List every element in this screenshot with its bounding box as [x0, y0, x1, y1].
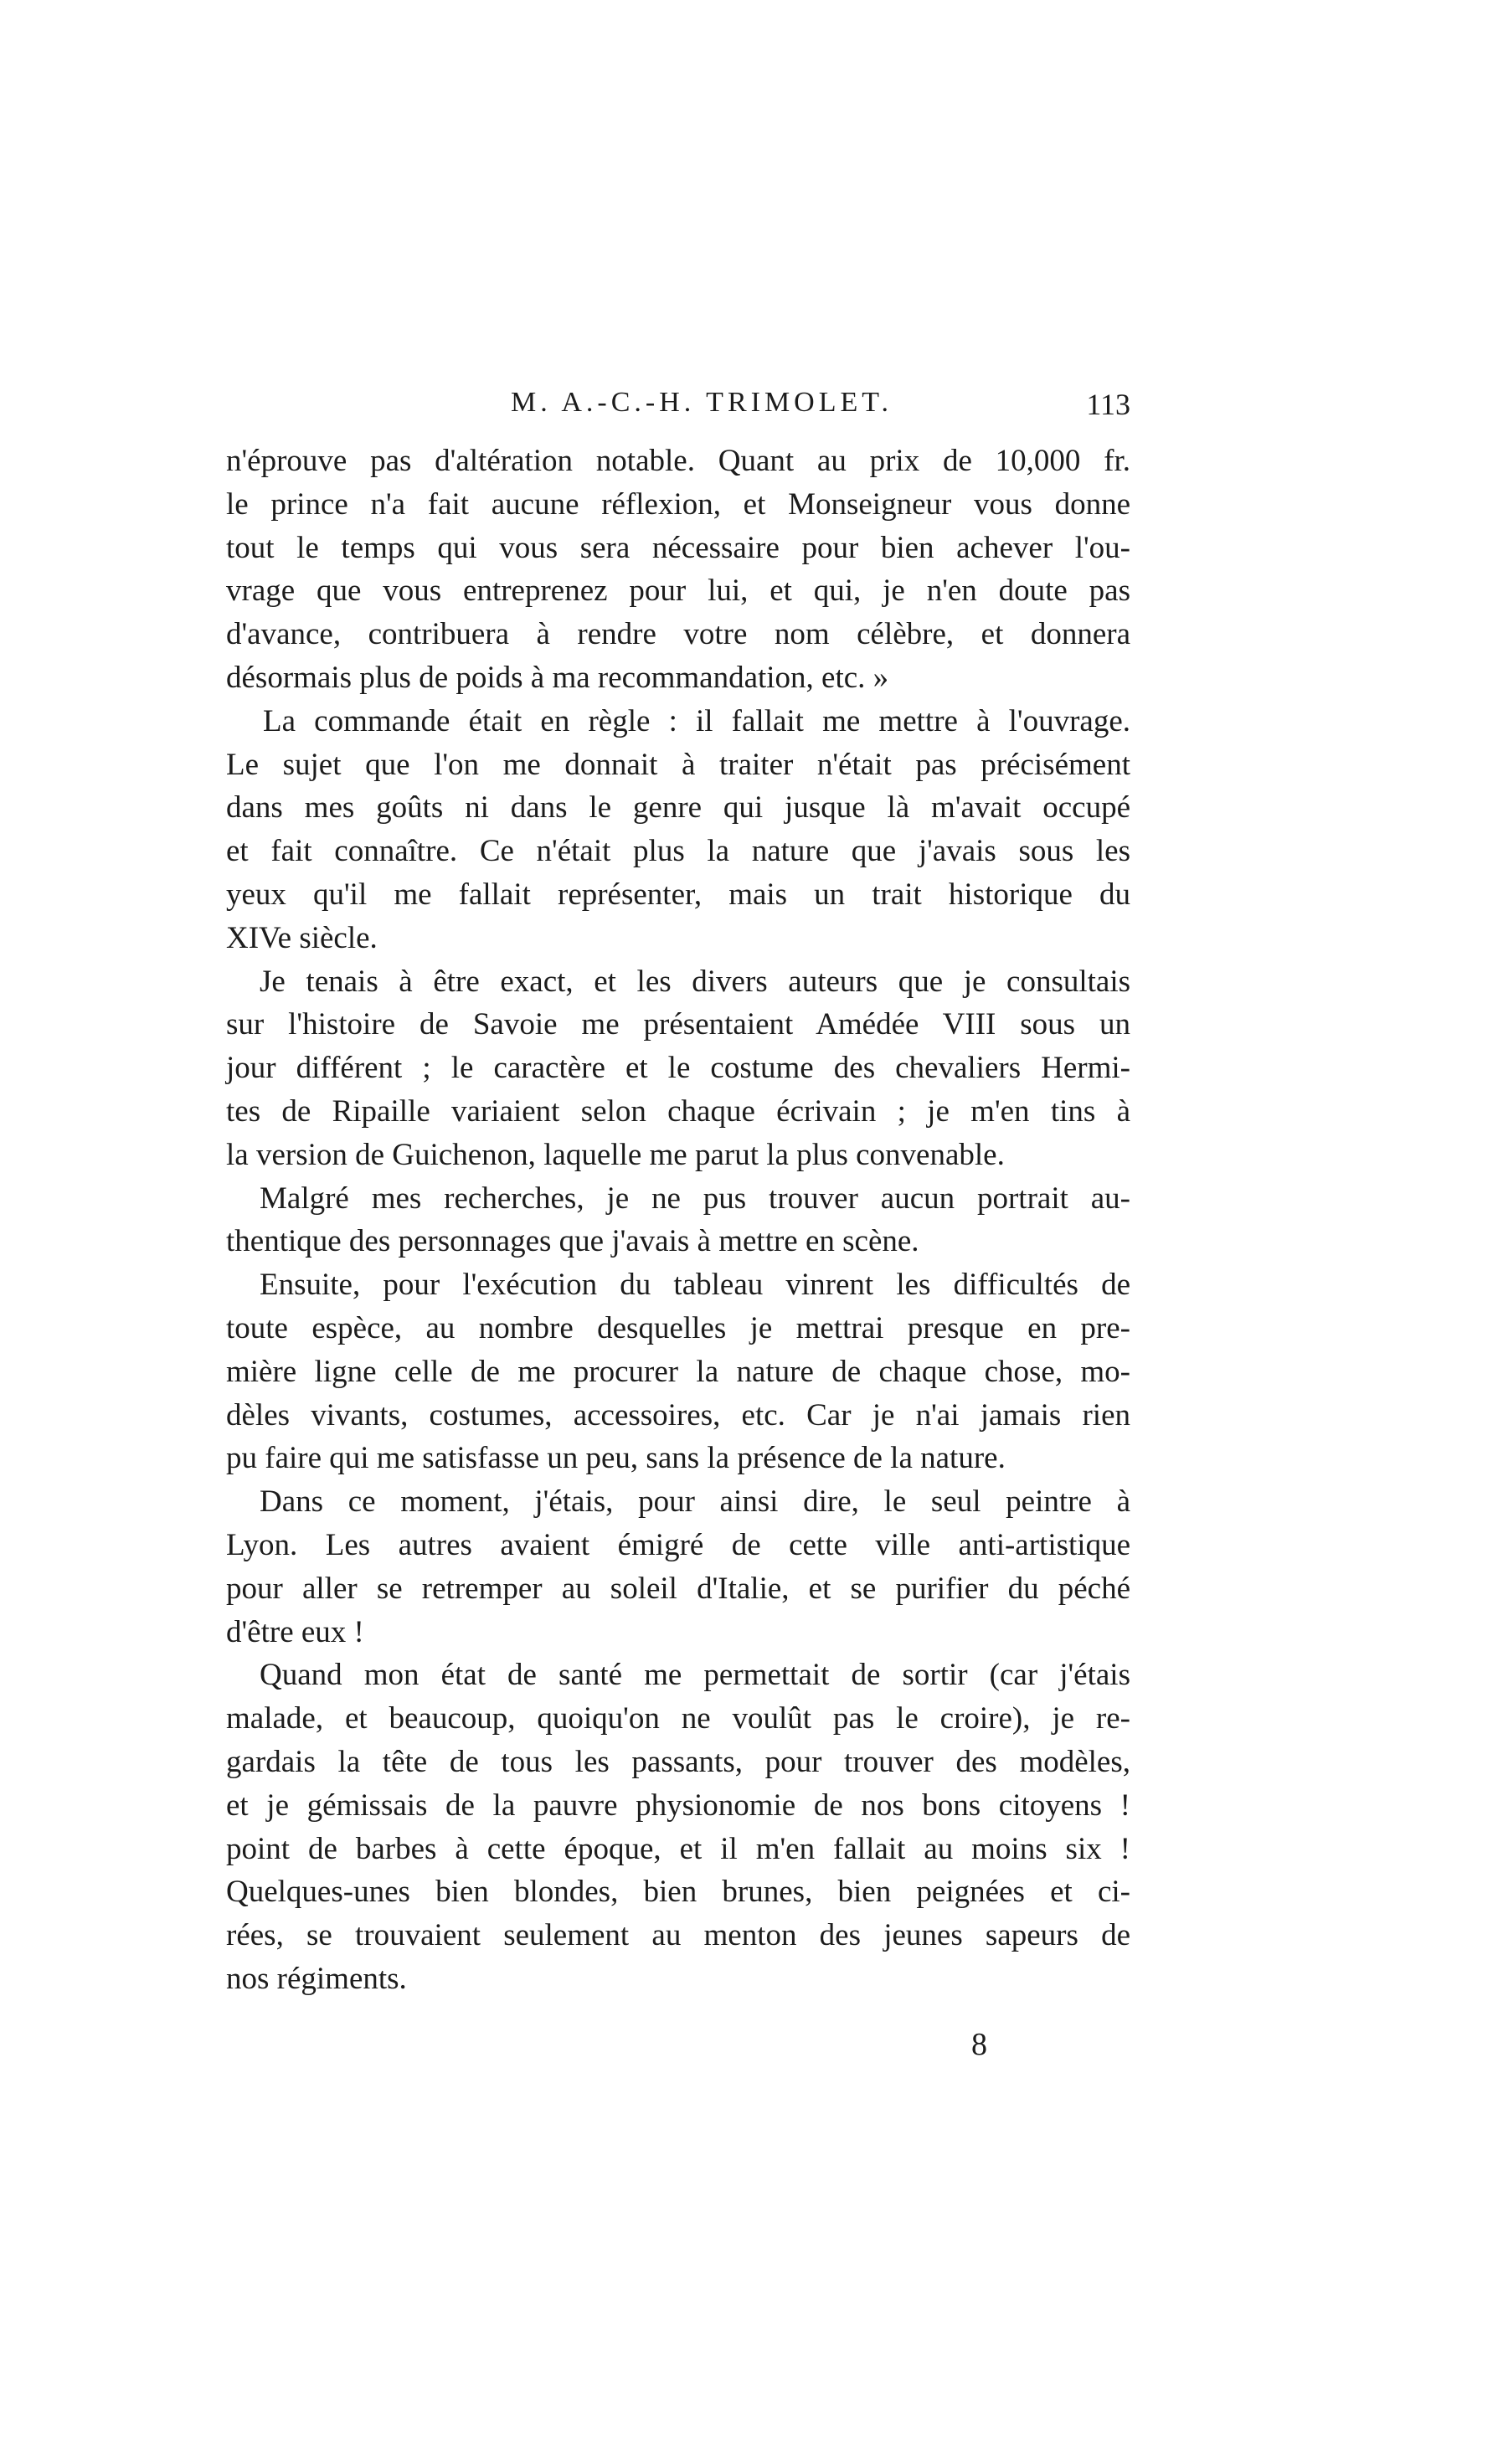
text-line: d'avance, contribuera à rendre votre nom célèbre, et donnera — [226, 617, 1130, 652]
text-line: toute espèce, au nombre desquelles je mettrai presque en pre- — [226, 1310, 1130, 1345]
text-line: mière ligne celle de me procurer la nature de chaque chose, mo- — [226, 1354, 1130, 1389]
text-line: yeux qu'il me fallait représenter, mais un trait historique du — [226, 877, 1130, 912]
text-line: n'éprouve pas d'altération notable. Quant au prix de 10,000 fr. — [226, 444, 1130, 478]
page-header — [226, 387, 1130, 437]
text-line: Quelques-unes bien blondes, bien brunes, bien peignées et ci- — [226, 1875, 1130, 1910]
text-line: Je tenais à être exact, et les divers auteurs que je consultais — [260, 964, 1130, 999]
text-line: jour différent ; le caractère et le costume des chevaliers Hermi- — [226, 1051, 1130, 1086]
text-line: dans mes goûts ni dans le genre qui jusque là m'avait occupé — [226, 790, 1130, 826]
text-line: dèles vivants, costumes, accessoires, etc. Car je n'ai jamais rien — [226, 1397, 1130, 1433]
text-line: Le sujet que l'on me donnait à traiter n'était pas précisément — [226, 747, 1130, 782]
text-line: d'être eux ! — [226, 1614, 364, 1649]
text-line: et fait connaître. Ce n'était plus la nature que j'avais sous les — [226, 834, 1130, 869]
text-line: pu faire qui me satisfasse un peu, sans la présence de la nature. — [226, 1441, 1006, 1476]
text-line: nos régiments. — [226, 1961, 407, 1996]
text-line: Ensuite, pour l'exécution du tableau vinrent les difficultés de — [260, 1268, 1130, 1303]
text-line: Malgré mes recherches, je ne pus trouver aucun portrait au- — [260, 1181, 1130, 1216]
text-line: tes de Ripaille variaient selon chaque écrivain ; je m'en tins à — [226, 1093, 1130, 1129]
running-head: M. A.-C.-H. TRIMOLET. — [511, 387, 893, 418]
text-line: pour aller se retremper au soleil d'Italie, et se purifier du péché — [226, 1571, 1130, 1606]
text-line: sur l'histoire de Savoie me présentaient Amédée VIII sous un — [226, 1007, 1130, 1042]
text-line: Lyon. Les autres avaient émigré de cette ville anti-artistique — [226, 1527, 1130, 1562]
text-line: et je gémissais de la pauvre physionomie de nos bons citoyens ! — [226, 1788, 1130, 1823]
text-line: gardais la tête de tous les passants, pour trouver des modèles, — [226, 1744, 1130, 1779]
text-line: Quand mon état de santé me permettait de sortir (car j'étais — [260, 1658, 1130, 1693]
text-line: vrage que vous entreprenez pour lui, et qui, je n'en doute pas — [226, 574, 1130, 609]
text-line: thentique des personnages que j'avais à mettre en scène. — [226, 1224, 919, 1259]
text-line: point de barbes à cette époque, et il m'en fallait au moins six ! — [226, 1831, 1130, 1866]
text-line: malade, et beaucoup, quoiqu'on ne voulût pas le croire), je re- — [226, 1701, 1130, 1736]
text-line: Dans ce moment, j'étais, pour ainsi dire, le seul peintre à — [260, 1484, 1130, 1520]
text-line: XIVe siècle. — [226, 920, 378, 955]
text-line: désormais plus de poids à ma recommandation, etc. » — [226, 660, 889, 695]
page-number: 113 — [1086, 388, 1130, 421]
text-line: la version de Guichenon, laquelle me parut la plus convenable. — [226, 1137, 1005, 1172]
text-line: La commande était en règle : il fallait me mettre à l'ouvrage. — [263, 703, 1130, 738]
signature-mark: 8 — [971, 2027, 987, 2062]
text-line: le prince n'a fait aucune réflexion, et Monseigneur vous donne — [226, 486, 1130, 522]
text-line: tout le temps qui vous sera nécessaire pour bien achever l'ou- — [226, 530, 1130, 565]
text-line: rées, se trouvaient seulement au menton des jeunes sapeurs de — [226, 1918, 1130, 1953]
body-text — [226, 440, 1130, 2001]
